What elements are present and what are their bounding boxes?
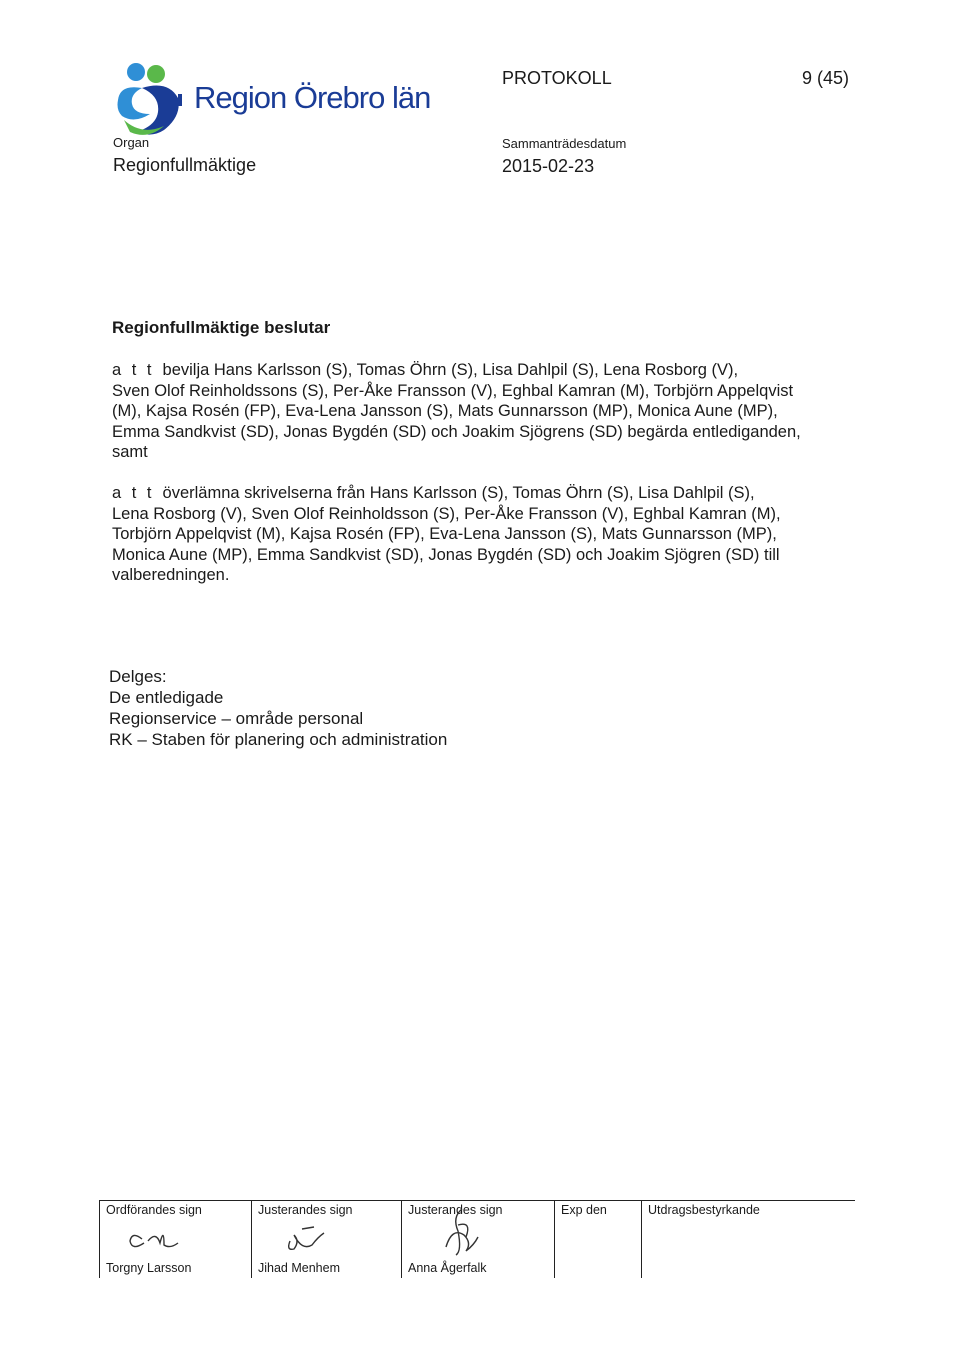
- signature-scribble: [120, 1221, 200, 1255]
- document-type: PROTOKOLL: [502, 68, 612, 88]
- signature-header: Justerandes sign: [408, 1203, 503, 1217]
- distribution-list: [109, 666, 447, 750]
- signature-header: Utdragsbestyrkande: [648, 1203, 760, 1217]
- organ-value: Regionfullmäktige: [113, 155, 257, 175]
- decision-paragraph-2: [112, 483, 872, 586]
- signature-table: [99, 1200, 855, 1278]
- distribution-item: RK – Staben för planering och administration: [109, 730, 448, 749]
- page-number: 9 (45): [802, 68, 850, 88]
- signature-cell-adjuster-1: [251, 1201, 402, 1278]
- signature-cell-exp-date: [554, 1201, 642, 1278]
- signature-name: Anna Ågerfalk: [408, 1261, 487, 1275]
- decision-heading: Regionfullmäktige beslutar: [112, 318, 331, 337]
- paragraph-line: överlämna skrivelserna från Hans Karlsson (S), Tomas Öhrn (S), Lisa Dahlpil (S),: [162, 484, 755, 502]
- org-name: Region Örebro län: [194, 80, 431, 115]
- signature-cell-adjuster-2: [401, 1201, 555, 1278]
- signature-header: Exp den: [561, 1203, 607, 1217]
- date-label: Sammanträdesdatum: [502, 136, 627, 151]
- signature-header: Justerandes sign: [258, 1203, 353, 1217]
- distribution-item: Regionservice – område personal: [109, 709, 364, 728]
- signature-name: Jihad Menhem: [258, 1261, 340, 1275]
- paragraph-line: valberedningen.: [112, 566, 230, 584]
- att-prefix: a t t: [112, 484, 155, 502]
- paragraph-line: Sven Olof Reinholdssons (S), Per-Åke Fransson (V), Eghbal Kamran (M), Torbjörn Appelqvist: [112, 381, 794, 400]
- paragraph-line: bevilja Hans Karlsson (S), Tomas Öhrn (S), Lisa Dahlpil (S), Lena Rosborg (V),: [162, 361, 739, 379]
- paragraph-line: Lena Rosborg (V), Sven Olof Reinholdsson (S), Per-Åke Fransson (V), Eghbal Kamran (M),: [112, 504, 781, 523]
- signature-cell-extract-certification: [641, 1201, 856, 1278]
- paragraph-line: Monica Aune (MP), Emma Sandkvist (SD), Jonas Bygdén (SD) och Joakim Sjögren (SD) till: [112, 545, 780, 564]
- region-orebro-logo-icon: [112, 60, 184, 138]
- paragraph-line: samt: [112, 443, 148, 461]
- paragraph-line: Torbjörn Appelqvist (M), Kajsa Rosén (FP), Eva-Lena Jansson (S), Mats Gunnarsson (MP),: [112, 525, 777, 543]
- signature-header: Ordförandes sign: [106, 1203, 202, 1217]
- signature-name: Torgny Larsson: [106, 1261, 192, 1275]
- distribution-item: De entledigade: [109, 688, 224, 707]
- signature-scribble: [272, 1221, 352, 1255]
- paragraph-line: (M), Kajsa Rosén (FP), Eva-Lena Jansson (S), Mats Gunnarsson (MP), Monica Aune (MP),: [112, 402, 778, 420]
- att-prefix: a t t: [112, 361, 155, 379]
- signature-scribble: [422, 1207, 502, 1257]
- signature-cell-chair: [99, 1201, 252, 1278]
- date-value: 2015-02-23: [502, 156, 595, 176]
- decision-paragraph-1: [112, 360, 872, 463]
- distribution-heading: Delges:: [109, 667, 167, 686]
- organ-label: Organ: [113, 135, 150, 150]
- paragraph-line: Emma Sandkvist (SD), Jonas Bygdén (SD) och Joakim Sjögrens (SD) begärda entlediganden,: [112, 422, 801, 441]
